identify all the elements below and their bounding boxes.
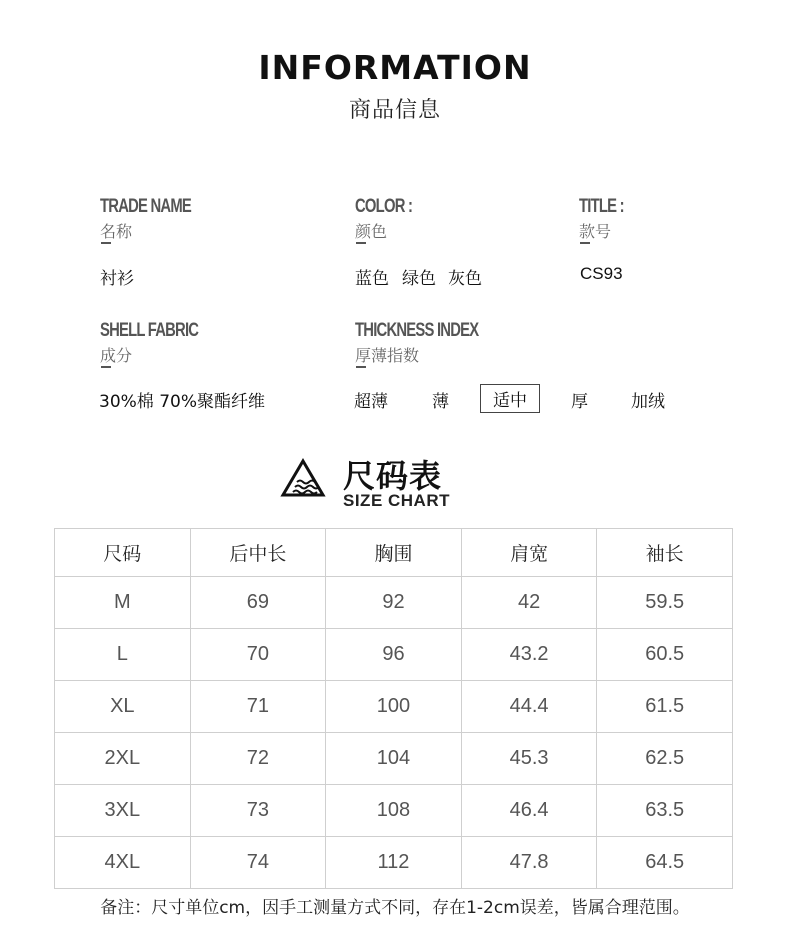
table-row (55, 681, 733, 733)
color-value-blue: 蓝色 (355, 269, 389, 289)
table-cell: 112 (326, 837, 462, 889)
table-row (55, 837, 733, 889)
table-cell: 47.8 (461, 837, 597, 889)
table-cell: 92 (326, 577, 462, 629)
table-cell: 73 (190, 785, 326, 837)
size-chart-title: 尺码表 (343, 457, 443, 495)
table-cell: L (55, 629, 191, 681)
shell-fabric-divider (101, 366, 111, 368)
color-divider (356, 242, 366, 244)
triangle-waves-icon (280, 458, 326, 498)
size-chart-subtitle: SIZE CHART (343, 491, 450, 510)
table-cell: 3XL (55, 785, 191, 837)
table-cell: 44.4 (461, 681, 597, 733)
title-divider (580, 242, 590, 244)
table-cell: 64.5 (597, 837, 733, 889)
table-cell: 69 (190, 577, 326, 629)
color-value-gray: 灰色 (448, 269, 482, 289)
table-cell: 61.5 (597, 681, 733, 733)
shell-fabric-label-cn: 成分 (100, 346, 133, 365)
shell-fabric-value: 30%棉 70%聚酯纤维 (99, 392, 265, 412)
table-row (55, 577, 733, 629)
table-cell: XL (55, 681, 191, 733)
shell-fabric-label-en: SHELL FABRIC (100, 320, 199, 341)
table-cell: 59.5 (597, 577, 733, 629)
table-cell: 74 (190, 837, 326, 889)
color-label-cn: 颜色 (355, 222, 388, 241)
table-cell: 108 (326, 785, 462, 837)
trade-name-label-en: TRADE NAME (100, 196, 192, 217)
title-label-cn: 款号 (579, 222, 612, 241)
trade-name-divider (101, 242, 111, 244)
color-value-green: 绿色 (402, 269, 436, 289)
table-cell: 96 (326, 629, 462, 681)
style-number-value: CS93 (580, 264, 623, 283)
header-back-length: 后中长 (190, 529, 326, 577)
thickness-option-fleece: 加绒 (631, 392, 665, 412)
page-subtitle: 商品信息 (348, 98, 441, 123)
table-cell: M (55, 577, 191, 629)
table-cell: 42 (461, 577, 597, 629)
thickness-option-thin: 薄 (432, 392, 449, 412)
header-size: 尺码 (55, 529, 191, 577)
size-table-header-row (55, 529, 733, 577)
trade-name-label-cn: 名称 (100, 222, 133, 241)
thickness-label-cn: 厚薄指数 (355, 346, 420, 365)
table-cell: 62.5 (597, 733, 733, 785)
table-row (55, 629, 733, 681)
table-cell: 43.2 (461, 629, 597, 681)
footnote: 备注：尺寸单位cm，因手工测量方式不同，存在1-2cm误差，皆属合理范围。 (100, 898, 690, 918)
table-row (55, 785, 733, 837)
color-label-en: COLOR : (355, 196, 413, 217)
thickness-divider (356, 366, 366, 368)
table-cell: 46.4 (461, 785, 597, 837)
header-chest: 胸围 (326, 529, 462, 577)
table-cell: 45.3 (461, 733, 597, 785)
thickness-label-en: THICKNESS INDEX (355, 320, 479, 341)
table-cell: 70 (190, 629, 326, 681)
trade-name-value: 衬衫 (100, 269, 134, 289)
table-cell: 4XL (55, 837, 191, 889)
table-cell: 104 (326, 733, 462, 785)
thickness-option-medium-selected: 适中 (480, 384, 540, 413)
table-row (55, 733, 733, 785)
table-cell: 63.5 (597, 785, 733, 837)
header-shoulder: 肩宽 (461, 529, 597, 577)
page-title: INFORMATION (258, 48, 532, 87)
thickness-option-thick: 厚 (571, 392, 588, 412)
table-cell: 71 (190, 681, 326, 733)
table-cell: 72 (190, 733, 326, 785)
table-cell: 60.5 (597, 629, 733, 681)
title-label-en: TITLE : (579, 196, 624, 217)
header-sleeve: 袖长 (597, 529, 733, 577)
table-cell: 2XL (55, 733, 191, 785)
size-table (54, 528, 733, 889)
table-cell: 100 (326, 681, 462, 733)
thickness-option-ultra-thin: 超薄 (354, 392, 388, 412)
